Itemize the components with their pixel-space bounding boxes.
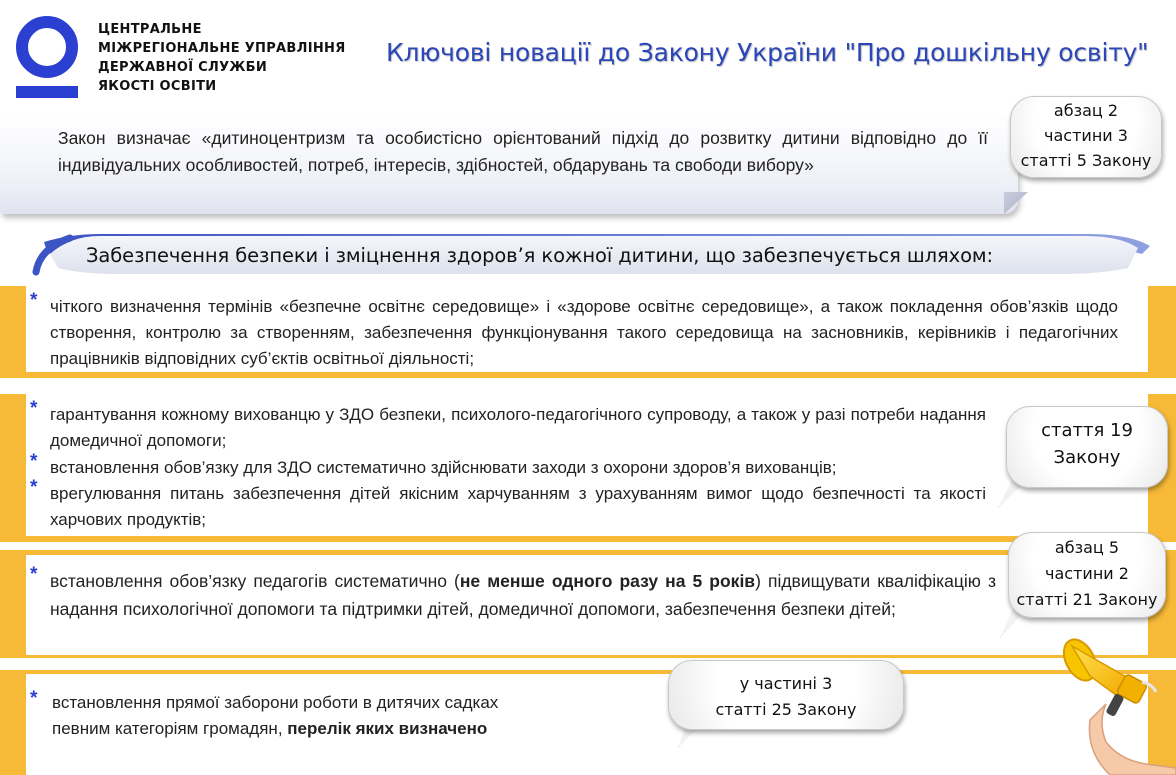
list-item: встановлення обов’язку педагогів систематично (не менше одного разу на 5 років) підвищувати кваліфікацію з надання психологічної допомоги та підтримки дітей, домедичної допомоги, забезпечення безпеки дітей; [50,571,997,619]
org-line-4: ЯКОСТІ ОСВІТИ [98,79,217,94]
bullet-star: * [30,398,38,419]
bullet-star: * [30,564,38,585]
page-curl [1004,192,1028,214]
reference-bubble-3: абзац 5 частини 2 статті 21 Закону [1008,532,1166,618]
list-item-line: встановлення прямої заборони роботи в дитячих садках [52,693,499,712]
organization-name [98,20,346,96]
section-heading: Забезпечення безпеки і зміцнення здоров’я кожної дитини, що забезпечується шляхом: [86,244,993,267]
org-line-2: МІЖРЕГІОНАЛЬНЕ УПРАВЛІННЯ [98,41,346,56]
reference-bubble-2: стаття 19 Закону [1006,406,1168,488]
logo-mark-icon [14,16,80,102]
page-title: Ключові новації до Закону України "Про дошкільну освіту" [386,38,1149,67]
list-item: встановлення обов’язку для ЗДО систематично здійснювати заходи з охорони здоров’я вихованців; [50,458,837,477]
quote-text: Закон визначає «дитиноцентризм та особистісно орієнтований підхід до розвитку дитини відповідно до її індивідуальних особливостей, потреб, інтересів, здібностей, обдарувань та свободи вибору» [58,128,988,175]
megaphone-icon [1050,632,1176,775]
list-item: гарантування кожному вихованцю у ЗДО безпеки, психолого-педагогічного супроводу, а також у разі потреби надання домедичної допомоги; [50,405,986,450]
org-line-1: ЦЕНТРАЛЬНЕ [98,22,202,37]
list-item: врегулювання питань забезпечення дітей якісним харчуванням з урахуванням вимог щодо безпечності та якості харчових продуктів; [50,484,986,529]
list-item-line: певним категоріям громадян, перелік яких визначено [52,719,488,738]
org-line-3: ДЕРЖАВНОЇ СЛУЖБИ [98,60,268,75]
bullet-star: * [30,451,38,472]
reference-bubble-4: у частині 3 статті 25 Закону [668,660,904,730]
reference-bubble-1: абзац 2 частини 3 статті 5 Закону [1010,96,1162,178]
bullet-star: * [30,477,38,498]
bullet-star: * [30,688,38,709]
list-item: чіткого визначення термінів «безпечне освітнє середовище» і «здорове освітнє середовище», а також покладення обов’язків щодо створення, контролю за створенням, забезпечення функціонування такого середовища на засновників, керівників і педагогічних працівників відповідних суб’єктів освітньої діяльності; [50,297,1118,368]
bullet-star: * [30,290,38,311]
list-item [52,690,692,742]
